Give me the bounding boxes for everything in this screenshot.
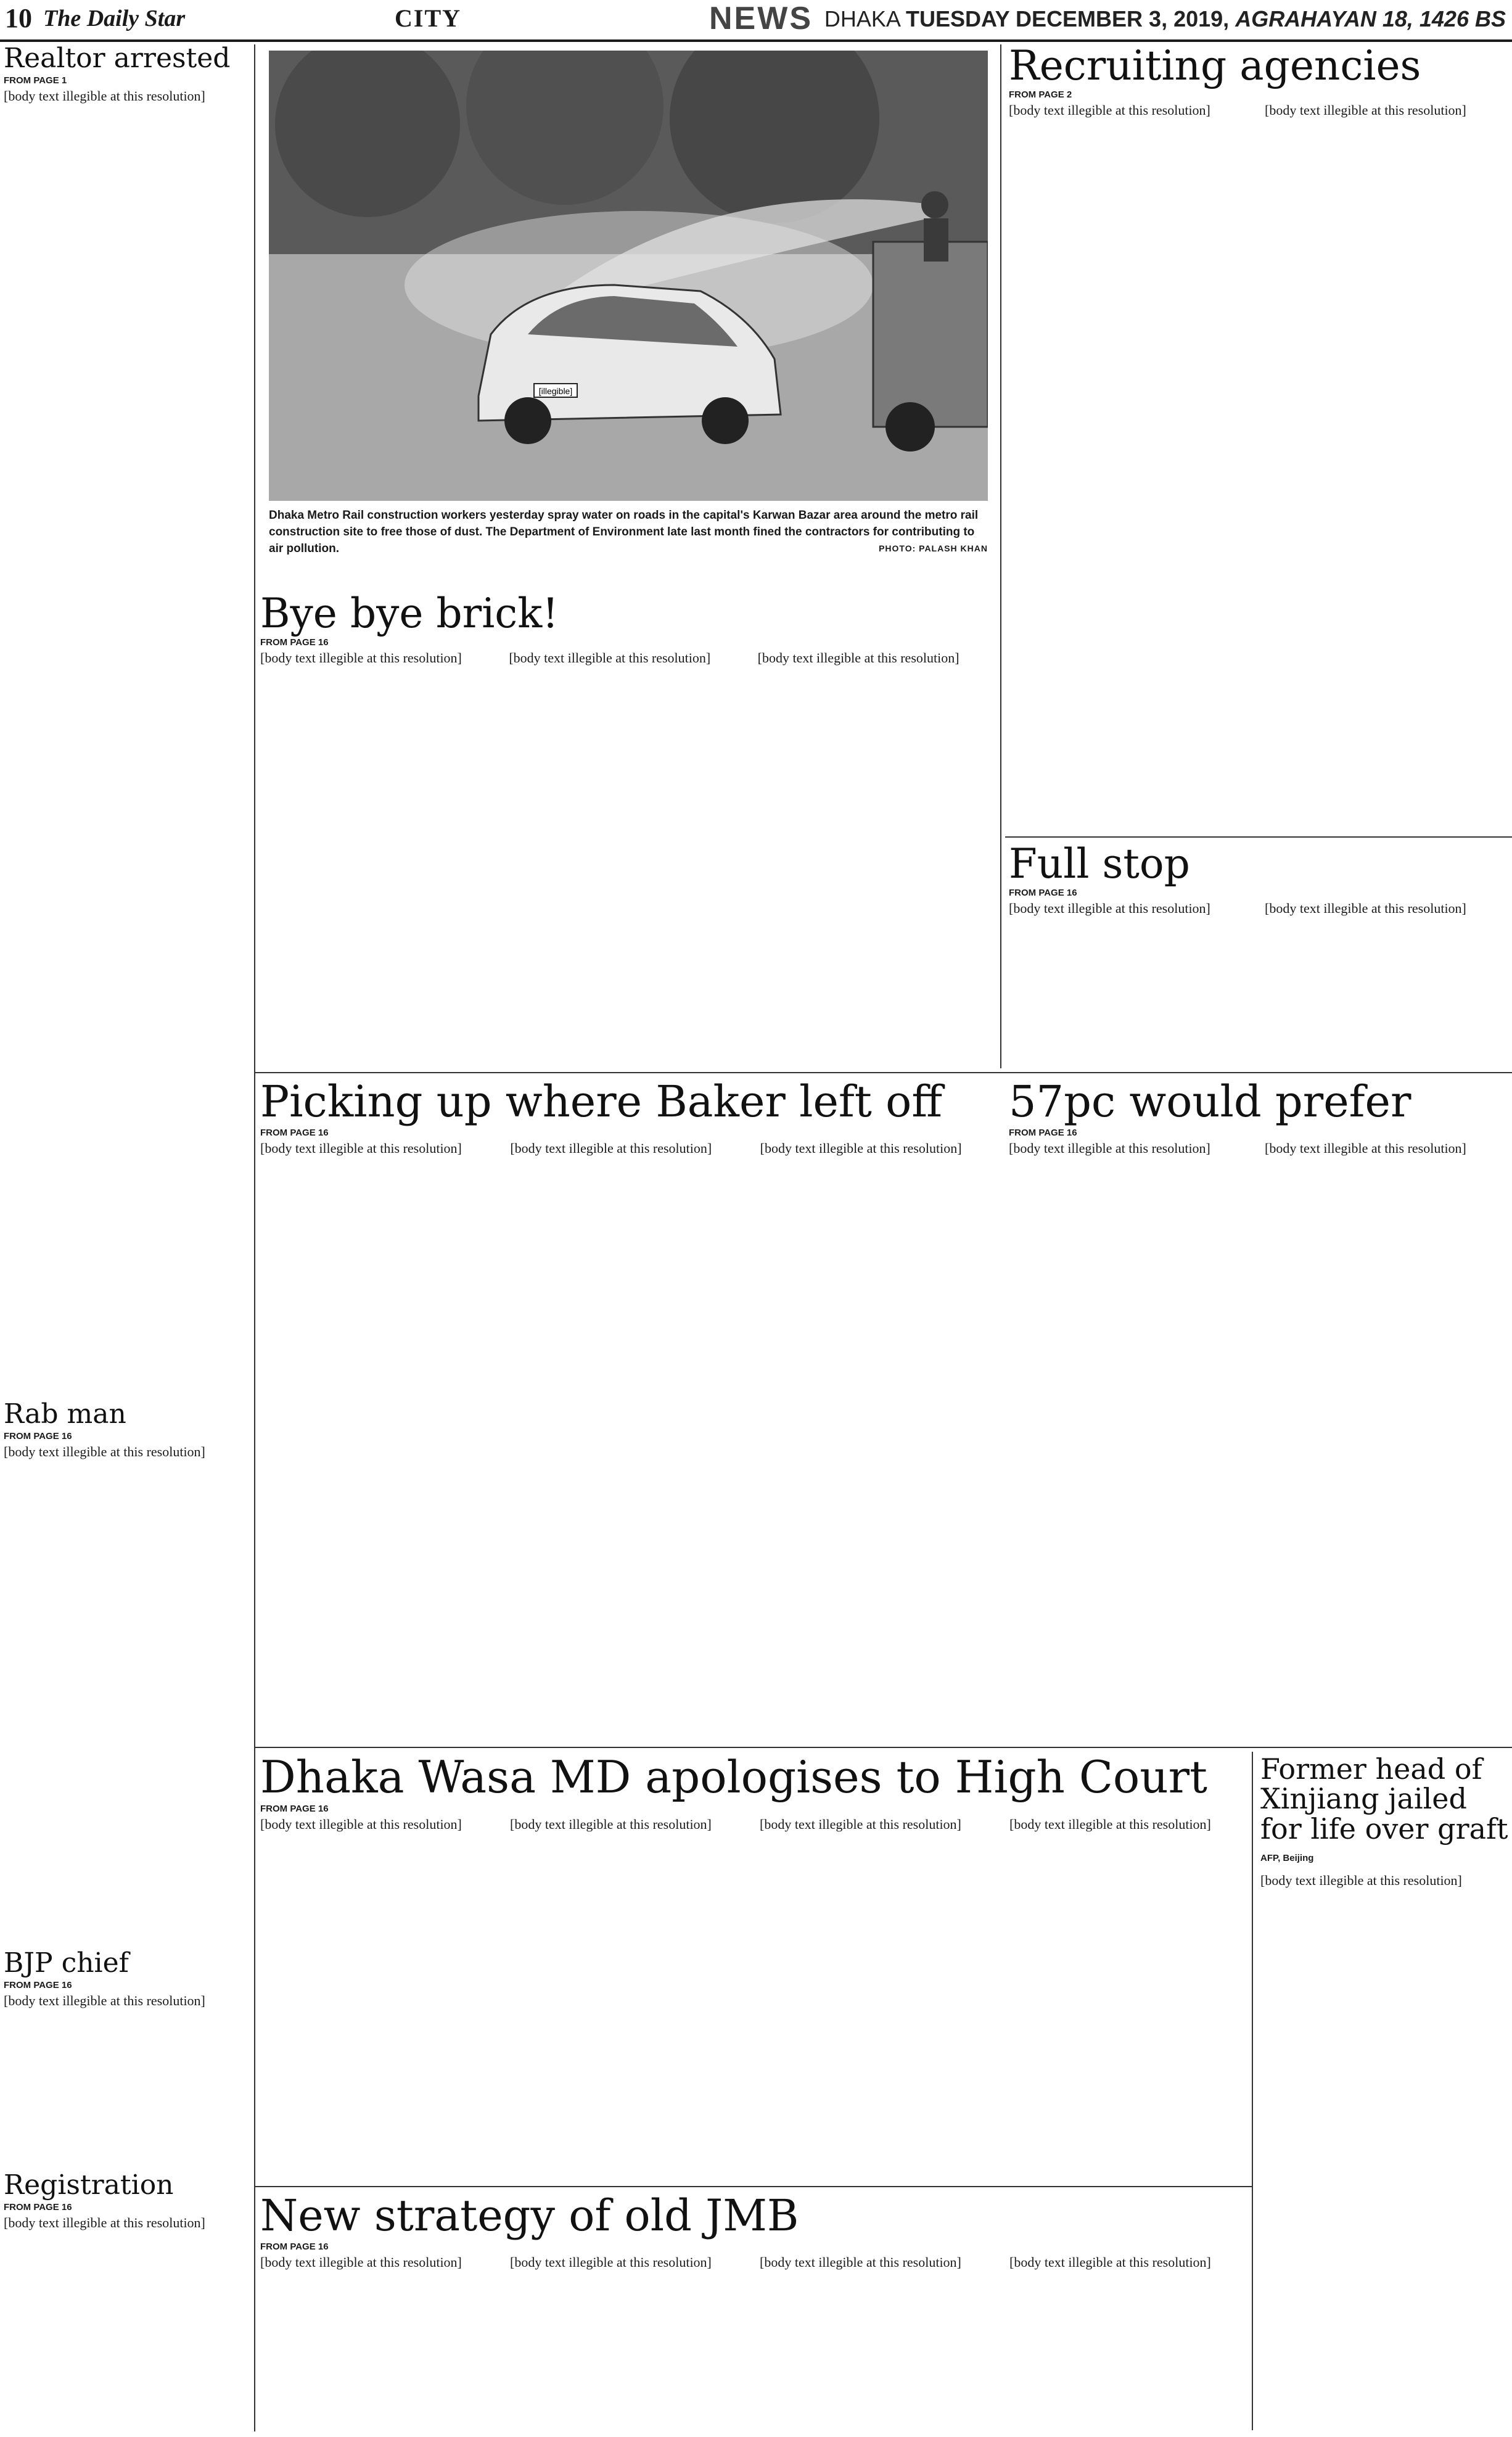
article-body: [body text illegible at this resolution]	[1260, 1872, 1462, 1888]
caption-text: Dhaka Metro Rail construction workers yesterday spray water on roads in the capital's Karwan Bazar area around the metro rail construction site to free those of dust. The Department of Environment late last month fined the contractors for contributing to air pollution.	[269, 509, 979, 555]
headline: Realtor arrested	[4, 44, 231, 74]
newspaper-logo: The Daily Star	[43, 6, 186, 31]
article-bye-bye-brick	[260, 592, 994, 1067]
article-body: [body text illegible at this resolution]	[4, 1444, 205, 1460]
article-body-col-3: [body text illegible at this resolution]	[760, 2254, 961, 2270]
jump-from: FROM PAGE 16	[260, 1127, 329, 1138]
article-new-strategy-of-old-jmb	[260, 2193, 1247, 2433]
headline: Full stop	[1009, 843, 1190, 888]
article-recruiting-agencies	[1009, 44, 1508, 828]
jump-from: FROM PAGE 16	[4, 1431, 72, 1442]
section-rule	[254, 2186, 1252, 2187]
column-rule	[1252, 1752, 1253, 2430]
article-body-col-4: [body text illegible at this resolution]	[1009, 2254, 1211, 2270]
article-registration	[4, 2171, 248, 2433]
headline: New strategy of old JMB	[260, 2193, 799, 2241]
article-body: [body text illegible at this resolution]	[4, 1993, 205, 2009]
article-body-col-2: [body text illegible at this resolution]	[509, 650, 711, 666]
article-columns	[260, 2254, 1247, 2427]
dateline-city: DHAKA	[824, 6, 900, 31]
jump-from: FROM PAGE 1	[4, 75, 67, 86]
article-body-col-1: [body text illegible at this resolution]	[260, 2254, 462, 2270]
section-rule	[254, 1072, 1512, 1073]
article-dhaka-wasa-md	[260, 1754, 1247, 2183]
car-number-plate: [illegible]	[538, 386, 573, 396]
column-rule	[1000, 44, 1001, 1068]
article-body-col-2: [body text illegible at this resolution]	[510, 1816, 712, 1832]
jump-from: FROM PAGE 16	[1009, 888, 1077, 899]
headline: Former head of Xinjiang jailed for life over graft	[1260, 1754, 1508, 1845]
article-body-col-3: [body text illegible at this resolution]	[760, 1140, 962, 1156]
section-rule	[254, 1747, 1512, 1748]
article-body-col-2: [body text illegible at this resolution]	[1265, 1140, 1466, 1156]
section-label: NEWS	[709, 1, 813, 36]
article-body-col-3: [body text illegible at this resolution]	[760, 1816, 961, 1832]
article-body: [body text illegible at this resolution]	[4, 2215, 205, 2231]
article-body: [body text illegible at this resolution]	[4, 88, 205, 104]
article-body-col-1: [body text illegible at this resolution]	[260, 1816, 462, 1832]
dateline	[824, 6, 1506, 32]
article-columns	[1009, 102, 1508, 821]
headline: Picking up where Baker left off	[260, 1079, 943, 1127]
jump-from: FROM PAGE 16	[1009, 1127, 1077, 1138]
road-spray-photo	[269, 51, 988, 501]
article-body-col-2: [body text illegible at this resolution]	[1265, 102, 1466, 118]
photo-caption	[269, 507, 988, 557]
headline: Recruiting agencies	[1009, 44, 1421, 89]
article-columns	[260, 650, 994, 1060]
article-body-col-1: [body text illegible at this resolution]	[260, 650, 462, 666]
article-columns	[1009, 901, 1508, 1061]
headline: Registration	[4, 2171, 174, 2201]
article-body-col-3: [body text illegible at this resolution]	[757, 650, 959, 666]
article-rab-man	[4, 1400, 248, 1943]
jump-from: FROM PAGE 16	[260, 1803, 329, 1814]
byline: AFP, Beijing	[1260, 1852, 1314, 1863]
photo-credit: PHOTO: PALASH KHAN	[879, 543, 988, 553]
section-name: CITY	[395, 4, 462, 32]
dateline-date: TUESDAY DECEMBER 3, 2019,	[905, 6, 1230, 31]
headline: 57pc would prefer	[1009, 1079, 1411, 1127]
article-full-stop	[1009, 843, 1508, 1068]
article-former-head-of-xinjiang	[1260, 1754, 1508, 2433]
article-columns	[1009, 1140, 1508, 1736]
article-body-col-1: [body text illegible at this resolution]	[1009, 901, 1210, 917]
jump-from: FROM PAGE 2	[1009, 89, 1072, 101]
jump-from: FROM PAGE 16	[4, 1980, 72, 1991]
page-number: 10	[5, 3, 32, 33]
news-photo	[269, 51, 988, 501]
jump-from: FROM PAGE 16	[260, 2241, 329, 2252]
article-body-col-1: [body text illegible at this resolution]	[260, 1140, 462, 1156]
article-57pc-would-prefer	[1009, 1079, 1508, 1742]
page-masthead	[0, 0, 1512, 42]
column-rule	[254, 44, 255, 2431]
article-bjp-chief	[4, 1949, 248, 2165]
jump-from: FROM PAGE 16	[4, 2202, 72, 2213]
article-body-col-2: [body text illegible at this resolution]	[510, 1140, 712, 1156]
article-columns	[260, 1140, 998, 1736]
article-body-col-1: [body text illegible at this resolution]	[1009, 1140, 1210, 1156]
headline: Bye bye brick!	[260, 592, 559, 637]
article-body-col-2: [body text illegible at this resolution]	[1265, 901, 1466, 917]
headline: Rab man	[4, 1400, 126, 1430]
section-rule	[1005, 836, 1512, 838]
article-body-col-4: [body text illegible at this resolution]	[1009, 1816, 1211, 1832]
article-realtor-arrested	[4, 44, 248, 1377]
dateline-bangla-date: AGRAHAYAN 18, 1426 BS	[1235, 6, 1506, 31]
article-body-col-1: [body text illegible at this resolution]	[1009, 102, 1210, 118]
jump-from: FROM PAGE 16	[260, 637, 329, 648]
headline: BJP chief	[4, 1949, 129, 1979]
headline: Dhaka Wasa MD apologises to High Court	[260, 1754, 1207, 1803]
article-picking-up-where-baker-left-off	[260, 1079, 998, 1742]
article-columns	[260, 1816, 1247, 2177]
article-body-col-2: [body text illegible at this resolution]	[510, 2254, 712, 2270]
